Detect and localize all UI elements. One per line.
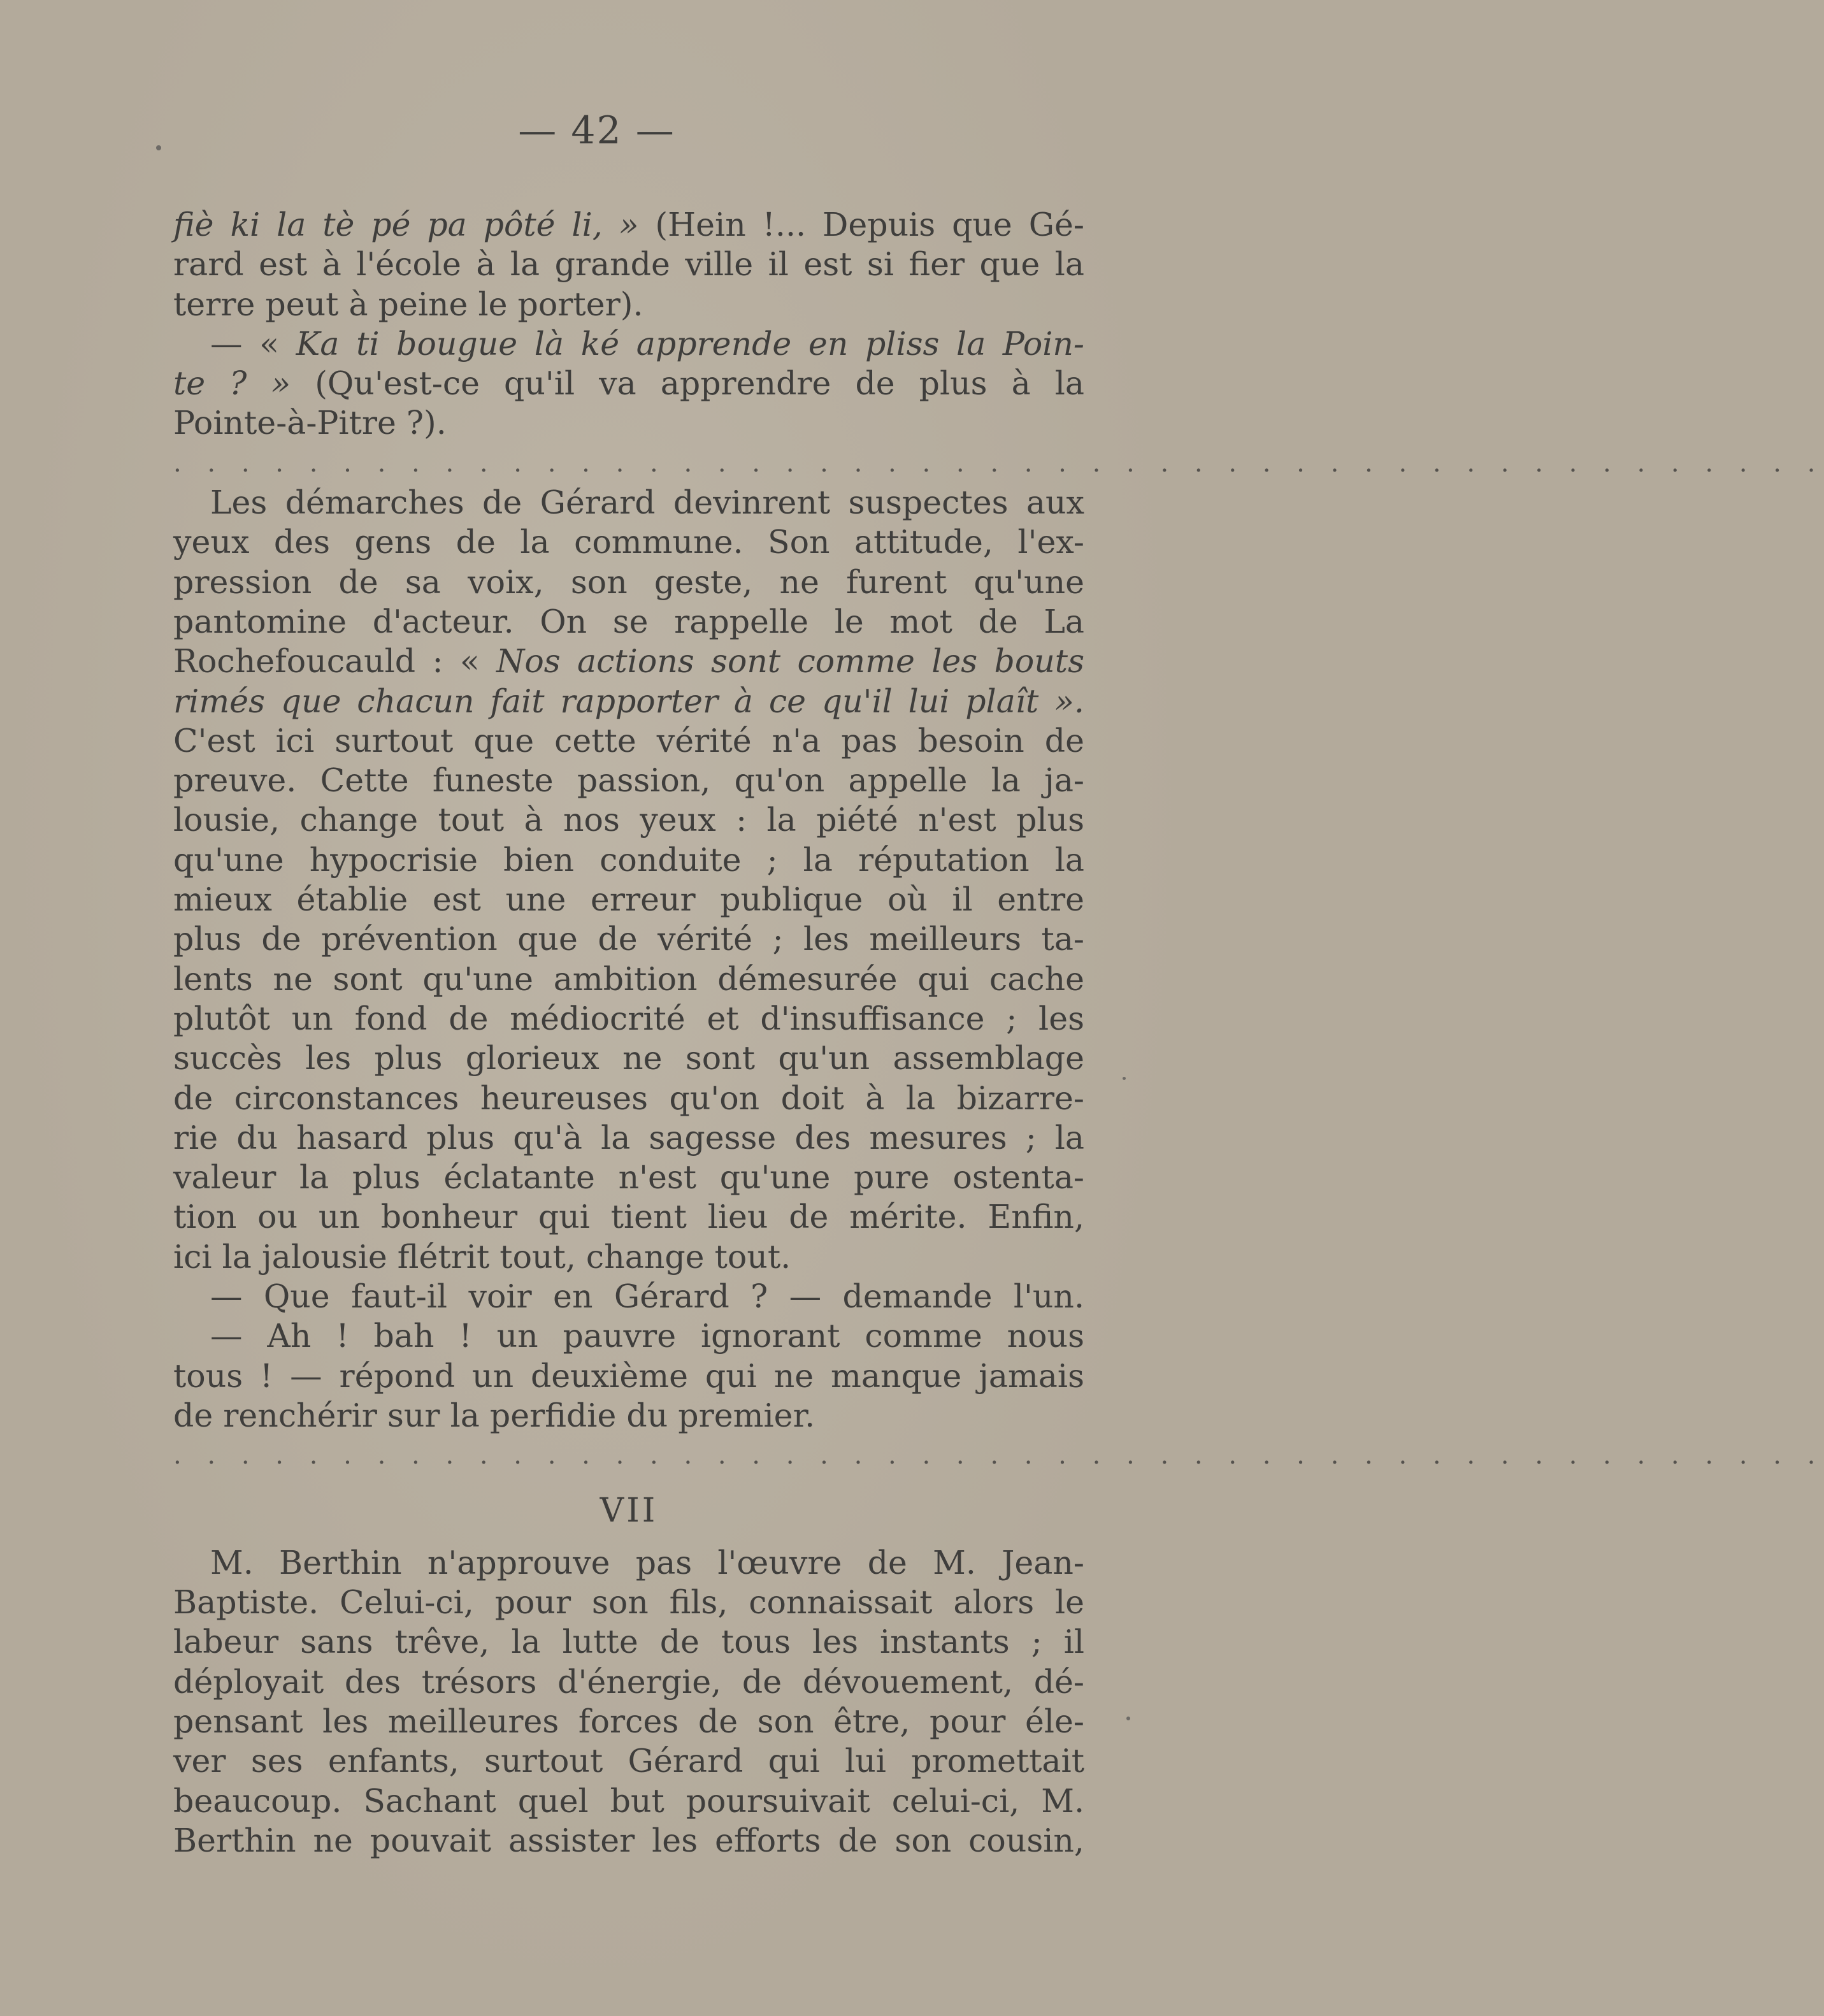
- chapter-heading: VII: [600, 1491, 658, 1530]
- text-line: labeur sans trêve, la lutte de tous les instants ; il: [173, 1623, 1084, 1661]
- text-line: de renchérir sur la perfidie du premier.: [173, 1396, 815, 1434]
- text-line: [173, 285, 1084, 324]
- text-line: — Ah ! bah ! un pauvre ignorant comme nous: [210, 1317, 1084, 1355]
- text-line: déployait des trésors d'énergie, de dévouement, dé-: [173, 1662, 1084, 1701]
- creole-italic: te ? »: [173, 364, 291, 403]
- ink-speck: [1123, 1077, 1126, 1080]
- text-line: ver ses enfants, surtout Gérard qui lui promettait: [173, 1742, 1084, 1780]
- ink-speck: [1126, 1717, 1130, 1720]
- text-line: pantomine d'acteur. On se rappelle le mot de La: [173, 602, 1084, 640]
- text-line: tous ! — répond un deuxième qui ne manque jamais: [173, 1357, 1084, 1395]
- text-line: M. Berthin n'approuve pas l'œuvre de M. Jean-: [210, 1543, 1084, 1581]
- text-line: qu'une hypocrisie bien conduite ; la réputation la: [173, 840, 1084, 879]
- text-line: lents ne sont qu'une ambition démesurée qui cache: [173, 960, 1084, 998]
- text-line: [173, 245, 1084, 284]
- text-span: rard est à l'école à la grande ville il est si fier que la: [173, 245, 1084, 284]
- text-line: C'est ici surtout que cette vérité n'a pas besoin de: [173, 721, 1084, 760]
- text-line: succès les plus glorieux ne sont qu'un assemblage: [173, 1039, 1084, 1077]
- quote-italic: Nos actions sont comme les bouts: [496, 642, 1084, 680]
- text-line: ici la jalousie flétrit tout, change tout.: [173, 1237, 791, 1276]
- text-line: [173, 205, 1084, 245]
- text-line: plus de prévention que de vérité ; les meilleurs ta-: [173, 920, 1084, 958]
- text-span: terre peut à peine le porter).: [173, 285, 643, 323]
- text-line: [173, 642, 1084, 681]
- text-line: Baptiste. Celui-ci, pour son fils, connaissait alors le: [173, 1583, 1084, 1622]
- ellipsis-divider: . . . . . . . . . . . . . . . . . . . . . . . . . . . . . . . . . . . . . . . . . . . . . . . . .: [173, 448, 1824, 478]
- text-line: pression de sa voix, son geste, ne furent qu'une: [173, 563, 1084, 601]
- text-line: mieux établie est une erreur publique où il entre: [173, 881, 1084, 919]
- text-span: Pointe-à-Pitre ?).: [173, 404, 447, 442]
- text-line: tion ou un bonheur qui tient lieu de mérite. Enfin,: [173, 1198, 1084, 1236]
- quote-italic: rimés que chacun fait rapporter à ce qu'il lui plaît ».: [173, 682, 1084, 720]
- text-line: pensant les meilleures forces de son être, pour éle-: [173, 1702, 1084, 1740]
- text-line: de circonstances heureuses qu'on doit à la bizarre-: [173, 1079, 1084, 1117]
- text-span: Rochefoucauld : «: [173, 642, 497, 680]
- page-number: [0, 108, 1193, 153]
- text-span: (Qu'est-ce qu'il va apprendre de plus à la: [291, 364, 1084, 403]
- page-text: [173, 205, 1824, 1861]
- text-line: yeux des gens de la commune. Son attitude, l'ex-: [173, 523, 1084, 561]
- text-line: — Que faut-il voir en Gérard ? — demande l'un.: [210, 1278, 1084, 1316]
- text-line: plutôt un fond de médiocrité et d'insuffisance ; les: [173, 999, 1084, 1037]
- text-line: Les démarches de Gérard devinrent suspectes aux: [210, 484, 1084, 522]
- text-line: valeur la plus éclatante n'est qu'une pure ostenta-: [173, 1158, 1084, 1197]
- ellipsis-divider: . . . . . . . . . . . . . . . . . . . . . . . . . . . . . . . . . . . . . . . . . . . . . . . . .: [173, 1441, 1824, 1471]
- page-number-text: — 42 —: [518, 108, 675, 153]
- text-line: beaucoup. Sachant quel but poursuivait celui-ci, M.: [173, 1782, 1084, 1820]
- text-span: — «: [210, 324, 296, 363]
- text-line: [173, 682, 1084, 721]
- text-line: preuve. Cette funeste passion, qu'on appelle la ja-: [173, 761, 1084, 800]
- text-line: Berthin ne pouvait assister les efforts de son cousin,: [173, 1821, 1084, 1859]
- text-line: lousie, change tout à nos yeux : la piété n'est plus: [173, 801, 1084, 839]
- text-line: [173, 324, 1084, 364]
- text-line: [173, 403, 1084, 443]
- creole-italic: Ka ti bougue là ké apprende en pliss la Poin-: [296, 324, 1084, 363]
- text-line: [173, 364, 1084, 403]
- text-line: rie du hasard plus qu'à la sagesse des mesures ; la: [173, 1118, 1084, 1156]
- text-span: (Hein !... Depuis que Gé-: [638, 206, 1084, 243]
- creole-italic: fiè ki la tè pé pa pôté li, »: [173, 206, 639, 243]
